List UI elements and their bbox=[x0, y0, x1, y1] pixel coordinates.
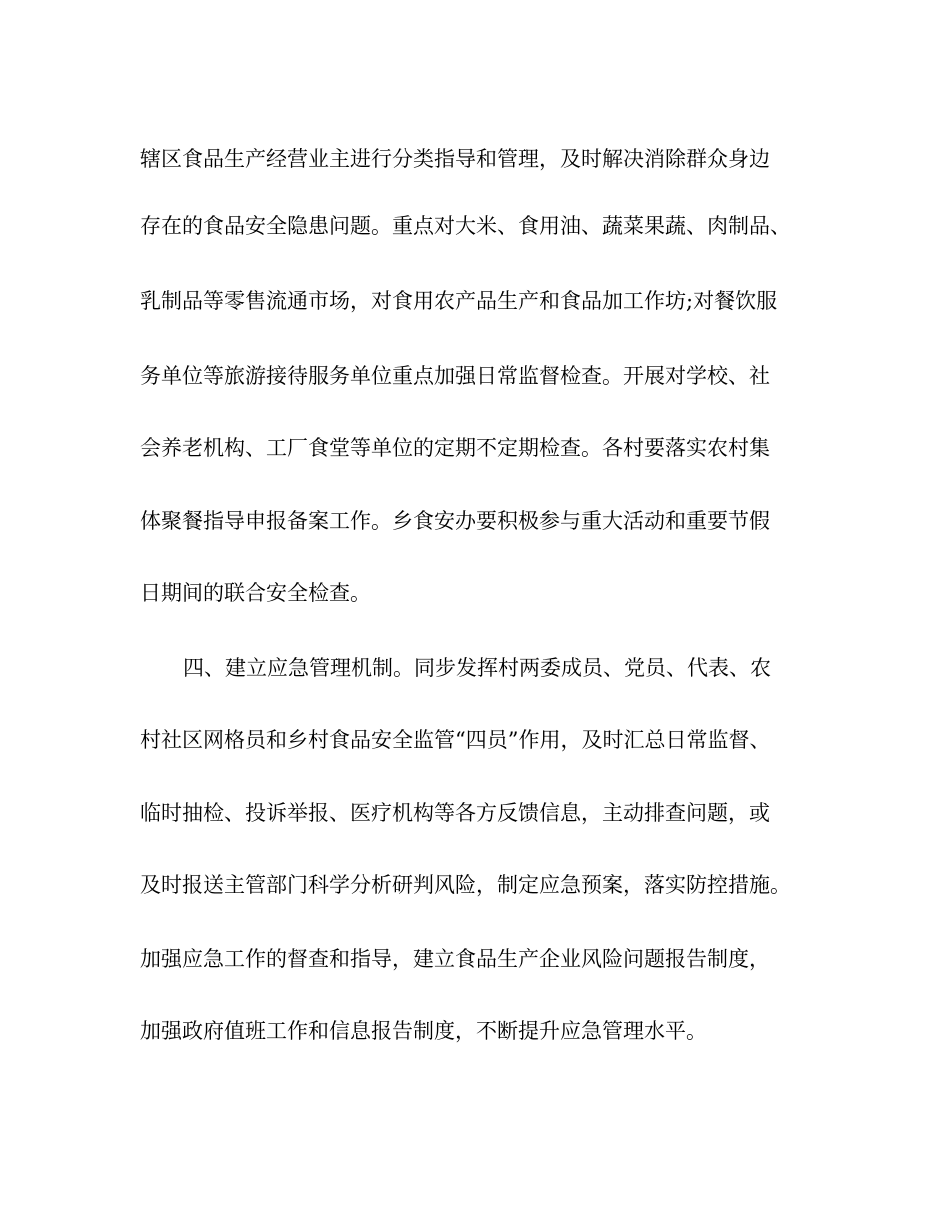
text-line-13: 加强政府值班工作和信息报告制度，不断提升应急管理水平。 bbox=[140, 1019, 707, 1043]
text-line-4: 务单位等旅游接待服务单位重点加强日常监督检查。开展对学校、社 bbox=[140, 364, 770, 388]
text-line-10: 临时抽检、投诉举报、医疗机构等各方反馈信息，主动排查问题，或 bbox=[140, 801, 770, 825]
text-line-5: 会养老机构、工厂食堂等单位的定期不定期检查。各村要落实农村集 bbox=[140, 436, 770, 460]
text-line-3: 乳制品等零售流通市场，对食用农产品生产和食品加工作坊;对餐饮服 bbox=[140, 289, 778, 313]
text-line-1: 辖区食品生产经营业主进行分类指导和管理，及时解决消除群众身边 bbox=[140, 147, 770, 171]
text-line-8: 四、建立应急管理机制。同步发挥村两委成员、党员、代表、农 bbox=[183, 656, 771, 680]
text-line-2: 存在的食品安全隐患问题。重点对大米、食用油、蔬菜果蔬、肉制品、 bbox=[140, 214, 791, 238]
text-line-11: 及时报送主管部门科学分析研判风险，制定应急预案，落实防控措施。 bbox=[140, 873, 791, 897]
text-line-6: 体聚餐指导申报备案工作。乡食安办要积极参与重大活动和重要节假 bbox=[140, 509, 770, 533]
text-line-7: 日期间的联合安全检查。 bbox=[140, 581, 371, 605]
text-line-12: 加强应急工作的督查和指导，建立食品生产企业风险问题报告制度， bbox=[140, 947, 770, 971]
text-line-9: 村社区网格员和乡村食品安全监管“四员”作用，及时汇总日常监督、 bbox=[140, 728, 771, 752]
